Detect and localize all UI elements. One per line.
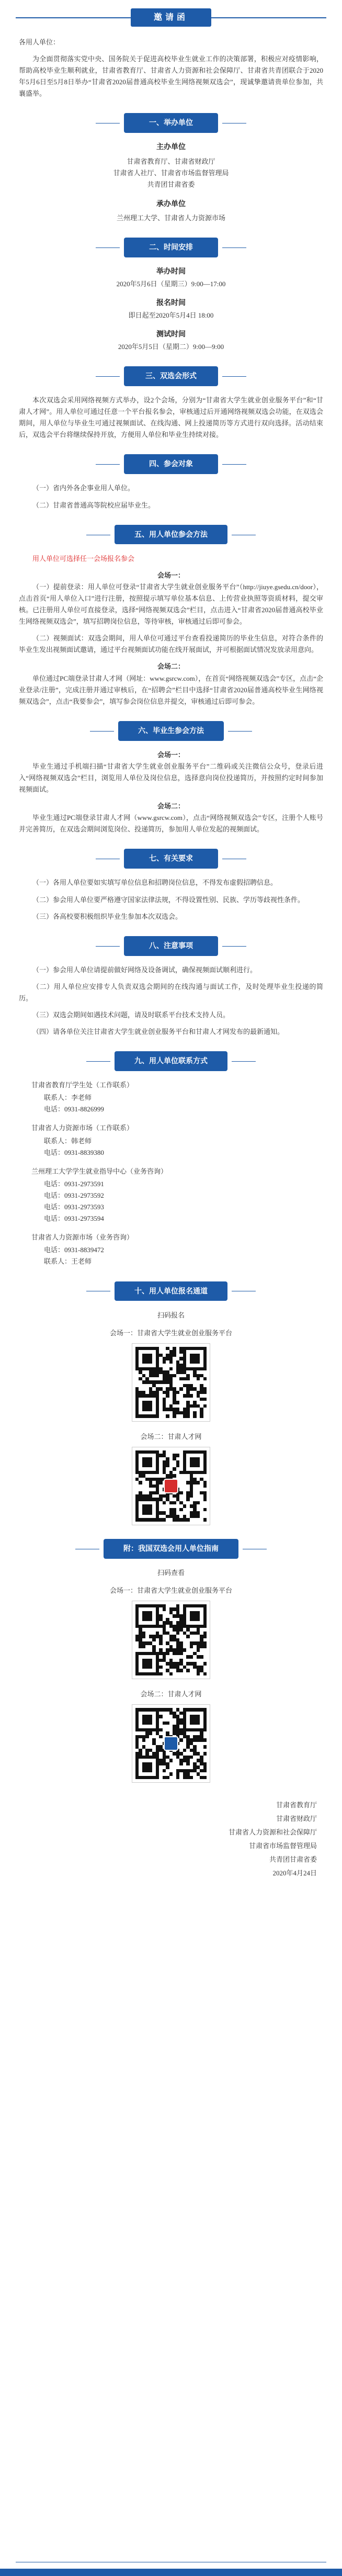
signoff-line: 甘肃省财政厅 — [276, 1815, 317, 1823]
main-content — [0, 37, 342, 1880]
test-time-block — [19, 329, 323, 353]
qr-caption: 会场一：甘肃省大学生就业创业服务平台 — [109, 1329, 232, 1337]
section-header-schedule — [19, 238, 323, 256]
section-header-notices — [19, 936, 323, 955]
contact-row: 电话：0931-8839472 — [44, 1246, 104, 1254]
student-venue1-paragraph: 毕业生通过手机端扫描“甘肃省大学生就业创业服务平台”二维码或关注微信公众号，登录后进入“网络视频双选会”栏目，浏览用人单位及岗位信息，选择意向岗位投递简历，并按照约定时间参加视频面试。 — [19, 762, 323, 794]
contact-row: 电话：0931-8839380 — [44, 1148, 104, 1156]
signoff-line: 甘肃省人力资源和社会保障厅 — [228, 1828, 317, 1837]
signoff-line: 甘肃省市场监督管理局 — [248, 1842, 317, 1850]
section-title: 三、双选会形式 — [124, 366, 218, 386]
qr-block — [19, 1585, 323, 1679]
contact-row: 联系人：王老师 — [44, 1257, 92, 1266]
requirement-item: （三）各高校要积极组织毕业生参加本次双选会。 — [32, 912, 183, 920]
contact-group — [31, 1079, 323, 1115]
section-title: 二、时间安排 — [124, 238, 218, 257]
employer-venue1-paragraph: （一）提前登录：用人单位可登录“甘肃省大学生就业创业服务平台”（http://jiuye.gsedu.cn/door），点击首页“用人单位入口”进行注册，按照提示填写单位基本信息、上传营业执照等资质材料，提交审核。已注册用人单位可直接登录，选择“网络视频双选会”栏目，点击进入“甘肃省2020届普通高校毕业生网络视频双选会”，填写招聘岗位信息，等待审核，审核通过后即可参会。 — [19, 582, 323, 626]
intro-paragraph: 为全面贯彻落实党中央、国务院关于促进高校毕业生就业工作的决策部署，积极应对疫情影响，帮助高校毕业生顺利就业，甘肃省教育厅、甘肃省人力资源和社会保障厅、甘肃省共青团联合于2020年5月6日至5月8日举办“甘肃省2020届普通高校毕业生网络视频双选会”，现诚挚邀请贵单位参加，共襄盛举。 — [19, 55, 323, 98]
section-header-format — [19, 366, 323, 385]
employer-venue2-paragraph: 单位通过PC端登录甘肃人才网（网址：www.gsrcw.com），在首页“网络视频双选会”专区，点击“企业登录/注册”，完成注册并通过审核后，在“招聘会”栏目中选择“甘肃省2020届普通高校毕业生网络视频双选会”，点击“我要参会”，填写参会岗位信息并提交，审核通过后即可参会。 — [19, 674, 323, 705]
contact-org: 甘肃省教育厅学生处（工作联系） — [31, 1081, 134, 1089]
qr-block — [19, 1431, 323, 1525]
contact-group — [31, 1166, 323, 1224]
requirement-item: （二）参会用人单位要严格遵守国家法律法规，不得设置性别、民族、学历等歧视性条件。 — [32, 895, 305, 904]
participant-item: （一）省内外各企事业用人单位。 — [32, 484, 135, 492]
notice-item: （二）用人单位应安排专人负责双选会期间的在线沟通与面试工作，及时处理毕业生投递的简历。 — [19, 982, 323, 1002]
undertaker-block — [19, 198, 323, 224]
signoff-date: 2020年4月24日 — [272, 1869, 317, 1877]
requirement-item: （一）各用人单位要如实填写单位信息和招聘岗位信息，不得发布虚假招聘信息。 — [32, 879, 278, 887]
section-header-contacts — [19, 1051, 323, 1070]
venue-label: 会场二： — [157, 802, 185, 811]
host-line: 共青团甘肃省委 — [147, 181, 195, 189]
contact-org: 兰州理工大学学生就业指导中心（业务咨询） — [31, 1167, 168, 1175]
contact-group — [31, 1232, 323, 1267]
contact-org: 甘肃省人力资源市场（工作联系） — [31, 1124, 134, 1132]
qr-block — [19, 1689, 323, 1783]
host-block — [19, 141, 323, 190]
recruit-time-value: 2020年5月6日（星期三）9:00—17:00 — [116, 280, 226, 288]
section-header-signup-channel — [19, 1281, 323, 1300]
invitation-header — [0, 0, 342, 37]
section-title: 九、用人单位联系方式 — [115, 1051, 227, 1071]
section-title: 十、用人单位报名通道 — [115, 1281, 227, 1301]
test-time-value: 2020年5月5日（星期二）9:00—9:00 — [118, 343, 224, 351]
section-title: 一、举办单位 — [124, 113, 218, 133]
section-title: 七、有关要求 — [124, 849, 218, 869]
undertaker-title: 承办单位 — [156, 200, 186, 208]
contact-row: 电话：0931-8826999 — [44, 1105, 104, 1113]
undertaker-line: 兰州理工大学、甘肃省人力资源市场 — [116, 214, 225, 222]
footer-bar — [0, 2569, 342, 2576]
contact-row: 电话：0931-2973593 — [44, 1203, 104, 1211]
test-time-title: 测试时间 — [156, 331, 186, 339]
contact-row: 联系人：韩老师 — [44, 1137, 92, 1145]
signoff-line: 共青团甘肃省委 — [269, 1855, 317, 1864]
signup-time-value: 即日起至2020年5月4日 18:00 — [128, 311, 214, 320]
qr-code-icon[interactable] — [132, 1601, 210, 1679]
host-line: 甘肃省教育厅、甘肃省财政厅 — [127, 158, 215, 166]
appendix-qr-title: 扫码查看 — [157, 1568, 185, 1577]
section-title: 四、参会对象 — [124, 454, 218, 474]
qr-logo-icon — [164, 1479, 178, 1493]
contact-row: 电话：0931-2973592 — [44, 1191, 104, 1199]
contact-row: 联系人：李老师 — [44, 1094, 92, 1102]
host-line: 甘肃省人社厅、甘肃省市场监督管理局 — [113, 169, 229, 177]
qr-caption: 会场二：甘肃人才网 — [140, 1690, 202, 1698]
section-title: 附：我国双选会用人单位指南 — [104, 1539, 238, 1559]
qr-caption: 会场一：甘肃省大学生就业创业服务平台 — [109, 1586, 232, 1594]
section-header-student-method — [19, 721, 323, 740]
contact-group — [31, 1122, 323, 1158]
recruit-time-block — [19, 266, 323, 290]
notice-item: （四）请各单位关注甘肃省大学生就业创业服务平台和甘肃人才网发布的最新通知。 — [32, 1028, 284, 1036]
notice-item: （一）参会用人单位请提前做好网络及设备调试，确保视频面试顺利进行。 — [32, 965, 257, 974]
section-title: 六、毕业生参会方法 — [118, 721, 224, 741]
qr-code-icon[interactable] — [132, 1447, 210, 1525]
format-paragraph: 本次双选会采用网络视频方式举办，设2个会场，分别为“甘肃省大学生就业创业服务平台”和“甘肃人才网”。用人单位可通过任意一个平台报名参会，审核通过后开通网络视频双选会功能，在双选会期间，用人单位与毕业生可通过视频面试、在线沟通、网上投递简历等方式进行双向选择。活动结束后，双选会平台将继续保持开放，方便用人单位和毕业生持续对接。 — [19, 396, 323, 439]
contact-row: 电话：0931-2973594 — [44, 1214, 104, 1223]
student-venue2-paragraph: 毕业生通过PC端登录甘肃人才网（www.gsrcw.com），点击“网络视频双选会”专区，注册个人账号并完善简历，在双选会期间浏览岗位、投递简历，参加用人单位发起的视频面试。 — [19, 814, 323, 834]
employer-note: 用人单位可选择任一会场报名参会 — [32, 554, 135, 563]
recruit-time-title: 举办时间 — [156, 268, 186, 276]
host-title: 主办单位 — [156, 143, 186, 152]
participant-item: （二）甘肃省普通高等院校应届毕业生。 — [32, 501, 155, 509]
qr-code-icon[interactable] — [132, 1704, 210, 1783]
section-header-appendix — [19, 1539, 323, 1558]
contact-org: 甘肃省人力资源市场（业务咨询） — [31, 1233, 134, 1242]
section-header-employer-method — [19, 525, 323, 544]
qr-block — [19, 1328, 323, 1422]
signup-time-title: 报名时间 — [156, 299, 186, 308]
qr-logo-icon — [164, 1736, 178, 1751]
venue-label: 会场二： — [157, 662, 185, 671]
venue-label: 会场一： — [157, 571, 185, 579]
signup-time-block — [19, 297, 323, 321]
section-header-organizers — [19, 113, 323, 132]
section-header-participants — [19, 454, 323, 473]
contact-row: 电话：0931-2973591 — [44, 1179, 104, 1188]
qr-section-title: 扫码报名 — [157, 1311, 185, 1319]
qr-caption: 会场二：甘肃人才网 — [140, 1432, 202, 1441]
venue-label: 会场一： — [157, 750, 185, 759]
section-title: 五、用人单位参会方法 — [115, 525, 227, 545]
section-title: 八、注意事项 — [124, 936, 218, 956]
employer-venue1-paragraph: （二）视频面试：双选会期间，用人单位可通过平台查看投递简历的毕业生信息，对符合条件的毕业生发出视频面试邀请，通过平台视频面试功能在线开展面试，并可根据面试情况发放录用意向。 — [19, 634, 323, 654]
page-title: 邀请函 — [131, 8, 211, 27]
notice-item: （三）双选会期间如遇技术问题，请及时联系平台技术支持人员。 — [32, 1011, 230, 1019]
qr-code-icon[interactable] — [132, 1343, 210, 1422]
signoff-line: 甘肃省教育厅 — [276, 1801, 317, 1809]
section-header-requirements — [19, 849, 323, 868]
signoff-block — [19, 1798, 323, 1880]
greeting: 各用人单位： — [19, 38, 60, 46]
